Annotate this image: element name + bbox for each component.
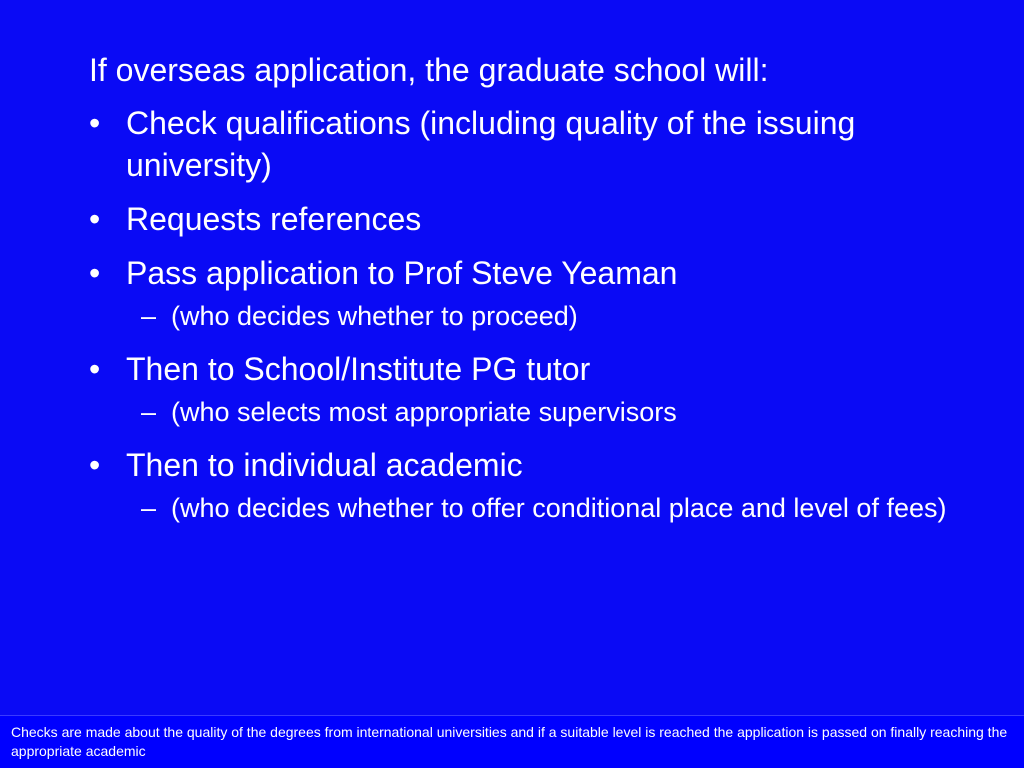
slide-content (89, 50, 949, 528)
bullet-item-requests-references (89, 198, 949, 240)
bullet-icon: • (89, 351, 101, 387)
sub-bullet-text: (who decides whether to proceed) (171, 301, 578, 331)
bullet-icon: • (89, 447, 101, 483)
speaker-notes (0, 715, 1024, 768)
bullet-item-check-qualifications (89, 102, 949, 186)
dash-icon: – (141, 493, 157, 523)
dash-icon: – (141, 301, 157, 331)
bullet-text: Check qualifications (including quality of the issuing university) (126, 105, 856, 183)
sub-bullet-text: (who decides whether to offer conditional place and level of fees) (171, 493, 947, 523)
bullet-item-pass-application (89, 252, 949, 294)
slide-intro-text: If overseas application, the graduate school will: (89, 52, 769, 88)
sub-bullet-who-decides-proceed (89, 296, 949, 336)
bullet-item-pg-tutor (89, 348, 949, 390)
bullet-text: Requests references (126, 201, 422, 237)
bullet-item-individual-academic (89, 444, 949, 486)
bullet-icon: • (89, 105, 101, 141)
dash-icon: – (141, 397, 157, 427)
bullet-text: Then to School/Institute PG tutor (126, 351, 591, 387)
sub-bullet-text: (who selects most appropriate supervisors (171, 397, 677, 427)
sub-bullet-offer-place (89, 488, 949, 528)
sub-bullet-selects-supervisors (89, 392, 949, 432)
bullet-icon: • (89, 201, 101, 237)
speaker-notes-text: Checks are made about the quality of the degrees from international universities and if a suitable level is reached the application is passed on finally reaching the appropriate academic (11, 724, 1008, 759)
bullet-text: Then to individual academic (126, 447, 523, 483)
bullet-icon: • (89, 255, 101, 291)
bullet-text: Pass application to Prof Steve Yeaman (126, 255, 678, 291)
